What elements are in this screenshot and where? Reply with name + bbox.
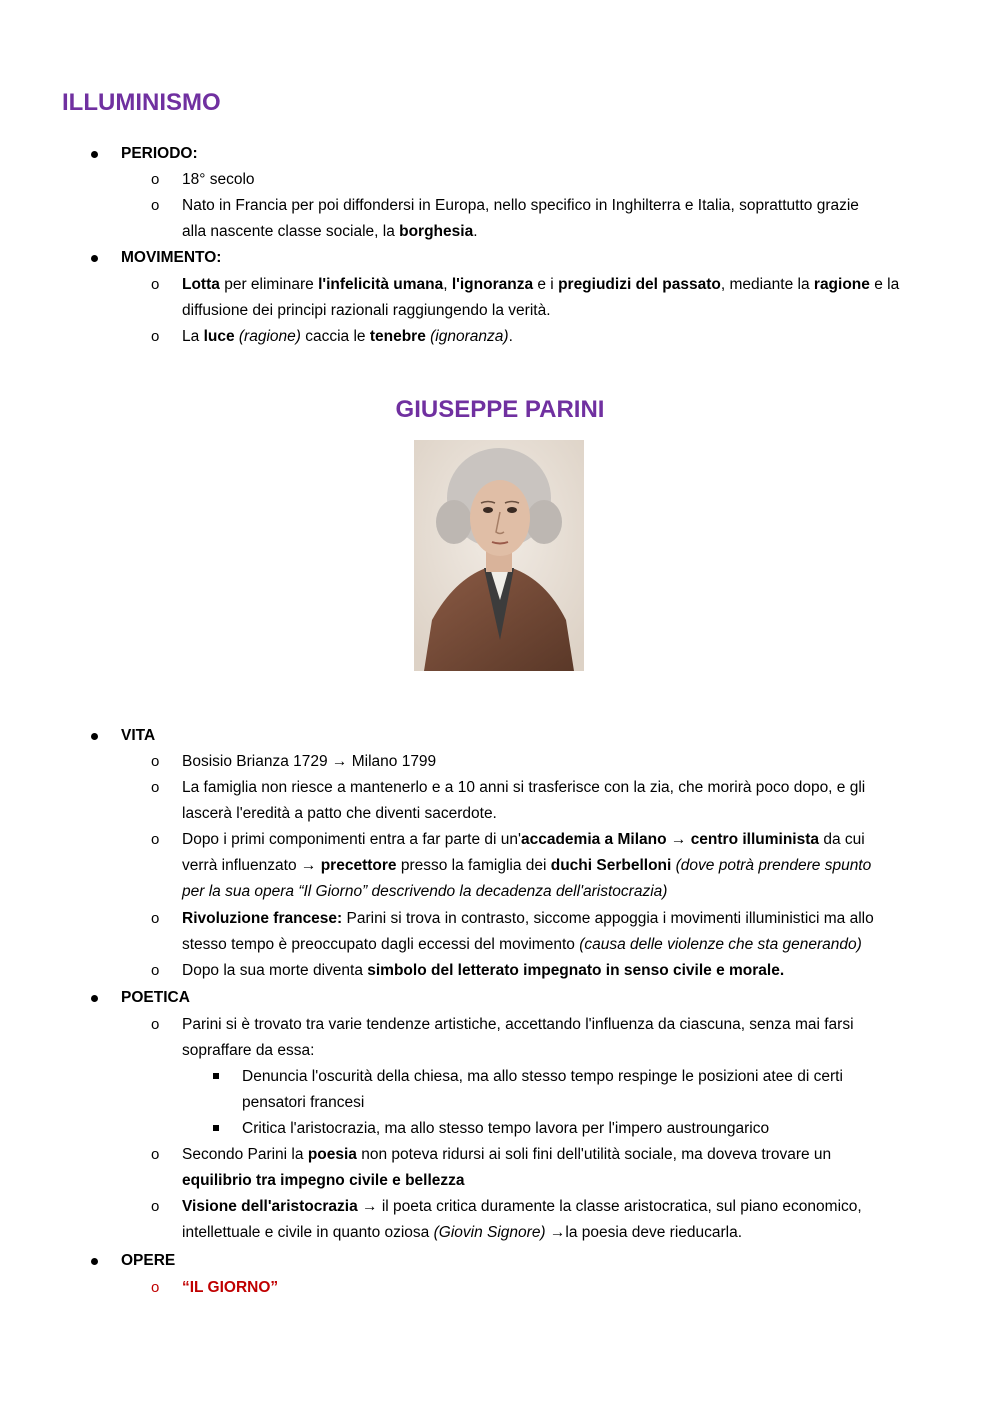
movimento-item-2: La luce (ragione) caccia le tenebre (ignoranza). — [182, 328, 513, 345]
vita-item-4b: stesso tempo è preoccupato dagli eccessi del movimento (causa delle violenze che sta generando) — [182, 936, 862, 953]
poetica-subitem-1a: Denuncia l'oscurità della chiesa, ma allo stesso tempo respinge le posizioni atee di certi — [242, 1068, 843, 1085]
circle-bullet: o — [151, 197, 160, 214]
periodo-item-2b: alla nascente classe sociale, la borghesia. — [182, 223, 478, 240]
square-bullet — [213, 1125, 219, 1131]
bullet-dot — [91, 151, 98, 158]
bullet-dot — [91, 255, 98, 262]
vita-item-5: Dopo la sua morte diventa simbolo del letterato impegnato in senso civile e morale. — [182, 962, 785, 979]
circle-bullet: o — [151, 1279, 160, 1296]
circle-bullet: o — [151, 1016, 160, 1033]
poetica-item-1a: Parini si è trovato tra varie tendenze artistiche, accettando l'influenza da ciascuna, senza mai farsi — [182, 1016, 854, 1033]
portrait-image — [414, 440, 584, 671]
label-poetica: POETICA — [121, 989, 190, 1006]
circle-bullet: o — [151, 328, 160, 345]
vita-item-4a: Rivoluzione francese: Parini si trova in contrasto, siccome appoggia i movimenti illuministici ma allo — [182, 910, 874, 927]
circle-bullet: o — [151, 831, 160, 848]
circle-bullet: o — [151, 962, 160, 979]
poetica-item-3a: Visione dell'aristocrazia → il poeta critica duramente la classe aristocratica, sul piano economico, — [182, 1198, 862, 1215]
periodo-item-1: 18° secolo — [182, 171, 255, 188]
vita-item-2a: La famiglia non riesce a mantenerlo e a 10 anni si trasferisce con la zia, che morirà poco dopo, e gli — [182, 779, 866, 796]
square-bullet — [213, 1073, 219, 1079]
poetica-subitem-1b: pensatori francesi — [242, 1094, 365, 1111]
bullet-dot — [91, 995, 98, 1002]
vita-item-3b: verrà influenzato → precettore presso la famiglia dei duchi Serbelloni (dove potrà prendere spunto — [182, 857, 872, 874]
circle-bullet: o — [151, 1198, 160, 1215]
circle-bullet: o — [151, 276, 160, 293]
movimento-item-1a: Lotta per eliminare l'infelicità umana, l'ignoranza e i pregiudizi del passato, mediante la ragione e la — [182, 276, 900, 293]
circle-bullet: o — [151, 171, 160, 188]
bullet-dot — [91, 1258, 98, 1265]
opere-item-il-giorno: “IL GIORNO” — [182, 1279, 279, 1296]
circle-bullet: o — [151, 779, 160, 796]
circle-bullet: o — [151, 753, 160, 770]
poetica-item-1b: sopraffare da essa: — [182, 1042, 315, 1059]
section-title-parini: GIUSEPPE PARINI — [395, 396, 605, 423]
vita-item-3a: Dopo i primi componimenti entra a far parte di un'accademia a Milano → centro illuminista da cui — [182, 831, 865, 848]
vita-item-1: Bosisio Brianza 1729 → Milano 1799 — [182, 753, 437, 770]
poetica-item-2b: equilibrio tra impegno civile e bellezza — [182, 1172, 465, 1189]
circle-bullet: o — [151, 1146, 160, 1163]
vita-item-2b: lascerà l'eredità a patto che diventi sacerdote. — [182, 805, 497, 822]
movimento-item-1b: diffusione dei principi razionali raggiungendo la verità. — [182, 302, 551, 319]
vita-item-3c: per la sua opera “Il Giorno” descrivendo la decadenza dell'aristocrazia) — [182, 883, 668, 900]
circle-bullet: o — [151, 910, 160, 927]
poetica-item-2a: Secondo Parini la poesia non poteva ridursi ai soli fini dell'utilità sociale, ma doveva trovare un — [182, 1146, 832, 1163]
poetica-item-3b: intellettuale e civile in quanto oziosa (Giovin Signore) →la poesia deve rieducarla. — [182, 1224, 743, 1241]
poetica-subitem-2: Critica l'aristocrazia, ma allo stesso tempo lavora per l'impero austroungarico — [242, 1120, 770, 1137]
bullet-dot — [91, 733, 98, 740]
label-movimento: MOVIMENTO: — [121, 249, 222, 266]
periodo-item-2a: Nato in Francia per poi diffondersi in Europa, nello specifico in Inghilterra e Italia, soprattutto grazie — [182, 197, 859, 214]
section-title-illuminismo: ILLUMINISMO — [62, 89, 221, 116]
label-opere: OPERE — [121, 1252, 176, 1269]
label-vita: VITA — [121, 727, 156, 744]
label-periodo: PERIODO: — [121, 145, 198, 162]
